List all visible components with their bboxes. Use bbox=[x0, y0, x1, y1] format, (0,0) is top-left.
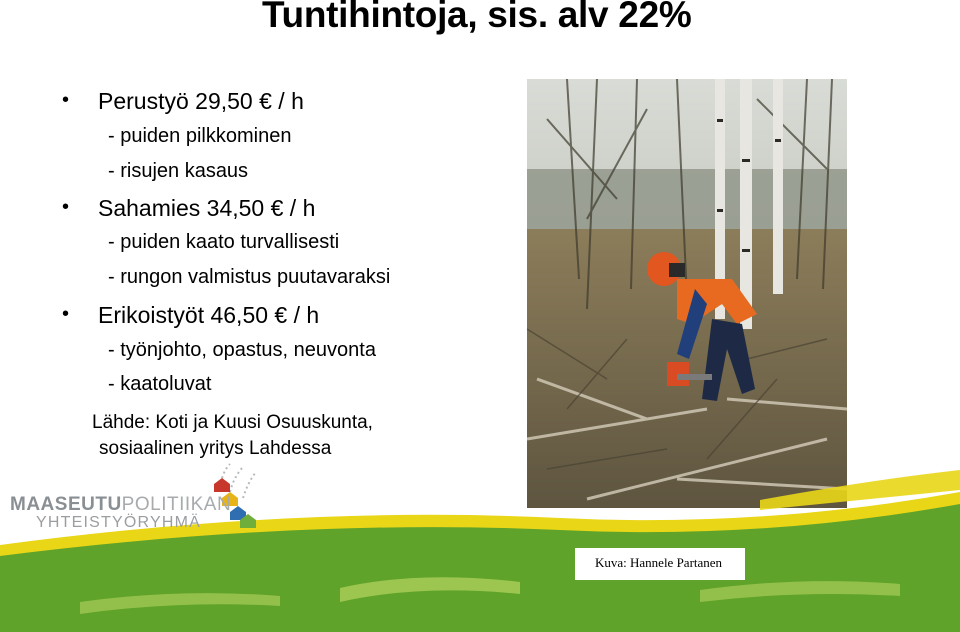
logo-text-line-1 bbox=[10, 494, 231, 516]
logo bbox=[8, 458, 268, 534]
forest-worker-photo bbox=[527, 79, 847, 508]
house-red-icon bbox=[214, 478, 230, 492]
subitem-6: - kaatoluvat bbox=[108, 373, 212, 395]
source-note bbox=[92, 410, 373, 462]
subitem-3: - puiden kaato turvallisesti bbox=[108, 231, 340, 253]
logo-word-1: MAASEUTU bbox=[10, 494, 122, 515]
bullet-3: • bbox=[62, 303, 70, 325]
subitem-5: - työnjohto, opastus, neuvonta bbox=[108, 339, 376, 361]
subitem-2: - risujen kasaus bbox=[108, 160, 249, 182]
slide-title: Tuntihintoja, sis. alv 22% bbox=[262, 0, 692, 35]
photo-credit: Kuva: Hannele Partanen bbox=[595, 555, 723, 570]
price-item-chainsaw: Sahamies 34,50 € / h bbox=[98, 195, 316, 221]
source-line-2: sosiaalinen yritys Lahdessa bbox=[99, 438, 332, 459]
photo-illustration bbox=[527, 79, 847, 508]
bullet-1: • bbox=[62, 89, 70, 111]
source-line-1: Lähde: Koti ja Kuusi Osuuskunta, bbox=[92, 412, 373, 433]
logo-text-line-2: YHTEISTYÖRYHMÄ bbox=[36, 514, 201, 531]
subitem-1: - puiden pilkkominen bbox=[108, 125, 292, 147]
price-item-basic: Perustyö 29,50 € / h bbox=[98, 88, 304, 114]
bullet-2: • bbox=[62, 196, 70, 218]
price-item-special: Erikoistyöt 46,50 € / h bbox=[98, 302, 320, 328]
subitem-4: - rungon valmistus puutavaraksi bbox=[108, 266, 391, 288]
logo-word-2: POLITIIKAN bbox=[121, 494, 232, 515]
